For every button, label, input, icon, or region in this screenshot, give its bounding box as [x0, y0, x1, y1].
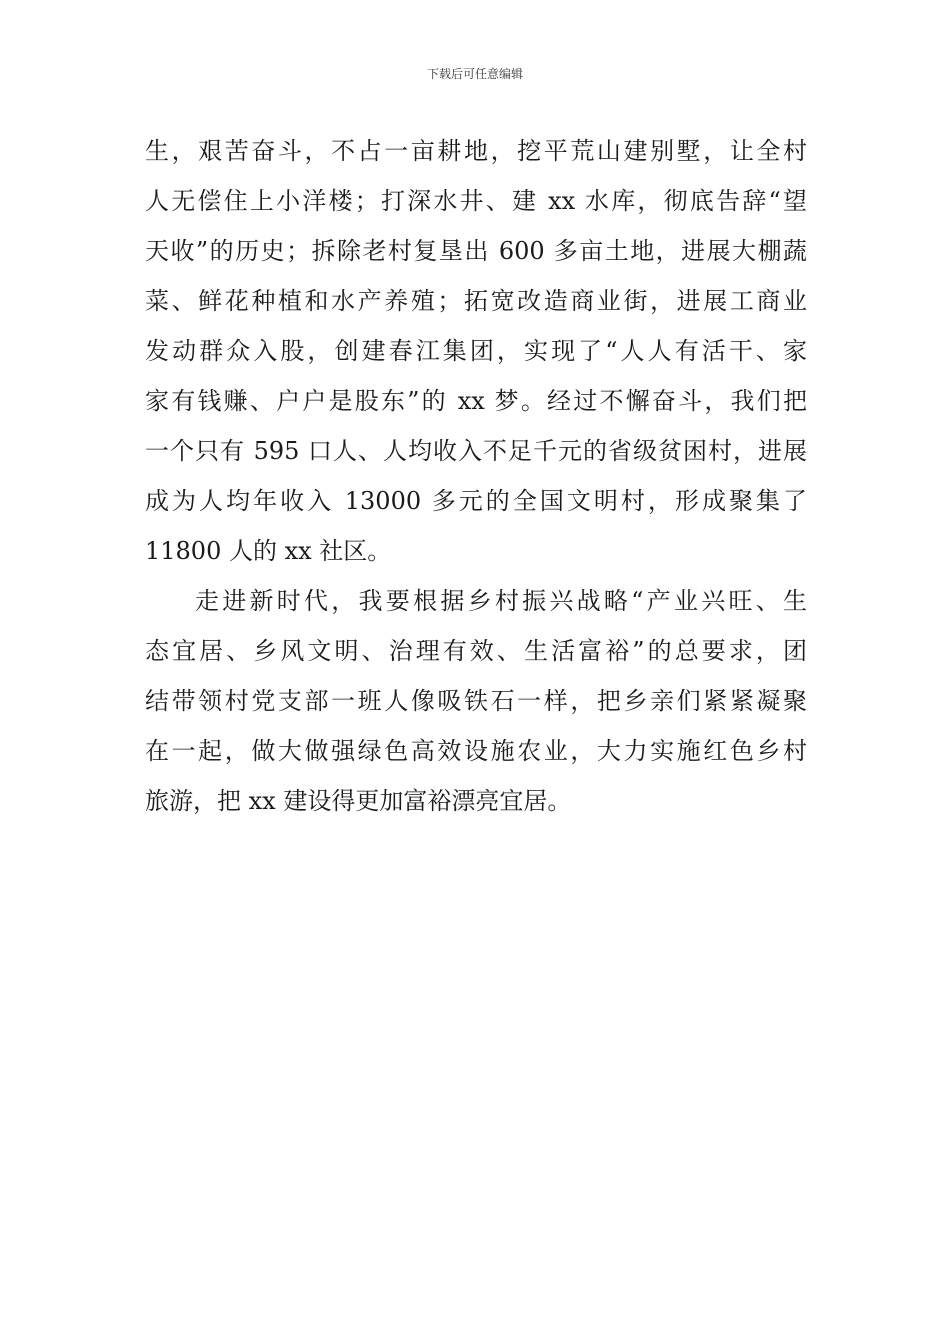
text-line: 走进新时代，我要根据乡村振兴战略“产业兴旺、生 [195, 587, 807, 615]
text-line: 结带领村党支部一班人像吸铁石一样，把乡亲们紧紧凝聚 [145, 687, 807, 715]
paragraph-2 [145, 576, 807, 826]
text-line: 在一起，做大做强绿色高效设施农业，大力实施红色乡村 [145, 737, 807, 765]
page-header: 下载后可任意编辑 [426, 67, 523, 81]
paragraph-1 [145, 126, 807, 576]
text-line: 成为人均年收入 13000 多元的全国文明村，形成聚集了 [145, 487, 807, 515]
text-line: 一个只有 595 口人、人均收入不足千元的省级贫困村，进展 [145, 437, 807, 465]
text-line: 天收”的历史；拆除老村复垦出 600 多亩土地，进展大棚蔬 [145, 237, 807, 265]
text-line: 11800 人的 xx 社区。 [145, 537, 392, 565]
text-line: 人无偿住上小洋楼；打深水井、建 xx 水库，彻底告辞“望 [145, 187, 807, 215]
text-line: 态宜居、乡风文明、治理有效、生活富裕”的总要求，团 [145, 637, 807, 665]
text-line: 旅游，把 xx 建设得更加富裕漂亮宜居。 [145, 787, 572, 815]
text-line: 发动群众入股，创建春江集团，实现了“人人有活干、家 [145, 337, 807, 365]
text-line: 家有钱赚、户户是股东”的 xx 梦。经过不懈奋斗，我们把 [145, 387, 807, 415]
document-body [145, 126, 807, 826]
text-line: 菜、鲜花种植和水产养殖；拓宽改造商业街，进展工商业 [145, 287, 807, 315]
text-line: 生，艰苦奋斗，不占一亩耕地，挖平荒山建别墅，让全村 [145, 137, 807, 165]
